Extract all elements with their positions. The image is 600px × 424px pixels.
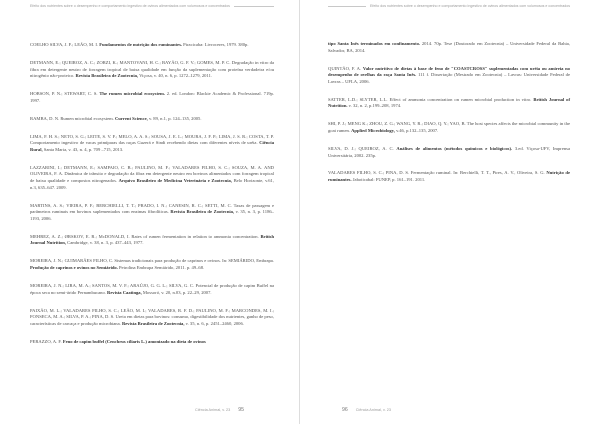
reference-details: Santa Maria, v. 43, n. 4, p. 709 –715, 2013. bbox=[42, 146, 124, 152]
reference-title: Revista Brasileira de Zootecnia, bbox=[121, 320, 185, 326]
reference-entry bbox=[30, 134, 274, 154]
reference-authors: LAZZARINI, I.; DETMANN, E.; SAMPAIO, C. B.; PAULINO, M. F.; VALADARES FILHO, S. C.; SOUZA, M. A. AND OLIVEIRA, F. A. Dinâmica de trânsito e degradação da fibra em detergente neutro em bovinos alimentados com forragem tropical de baixa qualidade e compostos nitrogenados. bbox=[30, 164, 274, 184]
running-header bbox=[328, 4, 570, 8]
reference-authors: HOBSON, P. N.; STEWART, C. S. bbox=[30, 91, 100, 97]
reference-authors: VALADARES FILHO, S. C.; PINA, D. S. Fermentação ruminal. In: Berchielli, T. T., Pires, A. V., Oliveira, S. G. bbox=[328, 170, 547, 176]
reference-title: Análises de alimentos (métodos químicos e biológicos). bbox=[396, 145, 513, 151]
header-rule bbox=[328, 6, 366, 7]
page-number: 95 bbox=[238, 407, 244, 413]
reference-title: tipo Santa Inês terminados em confinamento. bbox=[328, 41, 421, 46]
reference-details: Jaboticabal: FUNEP, p. 161–191. 2011. bbox=[351, 177, 426, 183]
reference-details: v.46, p.132–135, 2007. bbox=[394, 127, 439, 133]
reference-title: British Journal of Nutrition. bbox=[328, 96, 570, 109]
reference-details: v. 89, n.1, p. 124–135, 2005. bbox=[147, 115, 202, 121]
reference-list bbox=[30, 42, 274, 357]
reference-title: Fundamentos de nutrição dos ruminantes. bbox=[99, 42, 183, 47]
reference-details: Cambridge, v. 38, n. 3, p. 437–443, 1977. bbox=[66, 240, 144, 246]
running-header-text: Efeito dos nutrientes sobre o desempenho e comportamento ingestivo de ovinos alimentados com volumosos e concentrados bbox=[370, 4, 570, 8]
reference-title: Ciência Rural, bbox=[30, 140, 274, 152]
reference-authors: SILVA, D. J.; QUEIROZ, A. C. bbox=[328, 145, 397, 151]
reference-entry bbox=[328, 146, 570, 159]
reference-list bbox=[328, 41, 570, 195]
reference-title: Feno de capim buffel (Cenchrus ciliaris L.) amonizado na dieta de ovinos bbox=[62, 338, 206, 344]
reference-authors: MEHREZ, A. Z.; ØRSKOV, E. R.; McDONALD, I. Rates of rumen fermentation in relation to ammonia concentration. bbox=[30, 233, 261, 239]
reference-entry bbox=[30, 203, 274, 223]
reference-details: v. 35, n. 3, p. 1186–1193, 2006. bbox=[30, 209, 274, 221]
reference-title: Valor nutritivo de dietas à base de feno de "COASTCROSS" suplementadas com uréia ou amireia no desempenho de ovelhas da raça Santa Inês. bbox=[328, 65, 570, 78]
reference-details: v. 32, n. 2, p.199–208, 1974. bbox=[347, 103, 402, 109]
footer-journal: Ciência Animal, v. 23 bbox=[195, 408, 231, 412]
reference-entry bbox=[30, 42, 274, 49]
reference-title: Applied Microbiology, bbox=[351, 127, 395, 133]
reference-title: The rumen microbial ecosystem. bbox=[99, 91, 165, 97]
reference-title: Arquivo Brasileiro de Medicina Veterinária e Zootecnia, bbox=[118, 178, 232, 184]
reference-details: Viçosa, v. 40, n. 6, p. 1272–1279, 2011. bbox=[138, 73, 213, 79]
reference-title: Produção de caprinos e ovinos no Semiárido. bbox=[30, 265, 118, 270]
reference-entry bbox=[328, 66, 570, 86]
reference-entry bbox=[30, 116, 274, 123]
page-footer bbox=[195, 407, 244, 413]
reference-authors: COELHO SILVA, J. F.; LEÃO, M. I. bbox=[30, 42, 100, 47]
reference-entry bbox=[328, 121, 570, 134]
reference-details: 2014. 70p. Tese (Doutorado em Zootecnia) – Universidade Federal da Bahia, Salvador, BA, 2014. bbox=[328, 41, 570, 53]
header-rule bbox=[234, 6, 274, 7]
reference-authors: MARTINS, A. S.; VIEIRA, P. F.; BERCHIELLI, T. T.; PRADO, I. N.; CANESIN, R. C.; SETTI, M. C. Taxas de passagem e parâmetros ruminais em bovinos suplementados com enzimas fibrolíticas. bbox=[30, 202, 274, 215]
reference-entry bbox=[30, 308, 274, 328]
reference-entry bbox=[30, 283, 274, 296]
reference-entry bbox=[30, 339, 274, 346]
reference-authors: PAIXÃO, M. L.; VALADARES FILHO, S. C.; LEÃO, M. I.; VALADARES, R. F. D.; PAULINO, M. F.; MARCONDES, M. I.; FONSECA, M. A.; SILVA, P. A.; PINA, D. S. Ureia em dietas para bovinos: consumo, digestibilidade dos nutrientes, ganho de peso, características de carcaça e produção microbiana. bbox=[30, 307, 274, 326]
right-page bbox=[300, 0, 600, 424]
reference-authors: SATTER, L.D.; SLYTER, L.L. Effect of ammonia concentration on rumen microbial production in vitro. bbox=[328, 96, 534, 102]
reference-authors: MOREIRA, J. N.; LIRA, M. A.; SANTOS, M. V. F.; ARAÚJO, G. G. L.; SILVA, G. C. Potencial de produção de capim Buffel na época seca no semi-árido Pernambucano. bbox=[30, 282, 274, 295]
reference-title: Revista Brasileira de Zootecnia, bbox=[75, 73, 139, 79]
reference-details: Belo Horizonte, v.61, n.3, 635–647. 2009. bbox=[30, 178, 274, 190]
reference-title: Current Science, bbox=[114, 115, 148, 121]
reference-authors: SHI, P. J.; MENG K.; ZHOU, Z. G.; WANG, Y. R.; DIAO, Q. Y.; YAO, B. The host species affects the microbial community in the goat rumen. bbox=[328, 121, 570, 133]
reference-details: v. 35, n. 6, p. 2451–2460, 2006. bbox=[184, 320, 244, 326]
running-header-text: Efeito dos nutrientes sobre o desempenho e comportamento ingestivo de ovinos alimentados com volumosos e concentrados bbox=[30, 4, 230, 8]
reference-entry bbox=[328, 97, 570, 110]
reference-entry bbox=[328, 41, 570, 54]
reference-entry bbox=[30, 234, 274, 247]
page-footer bbox=[342, 407, 391, 413]
reference-title: Nutrição de ruminantes. bbox=[328, 170, 571, 183]
reference-authors: QUINTÃO, F. A. bbox=[328, 65, 363, 71]
reference-details: 3.ed. Viçosa-UFV, Imprensa Universitária, 2002. 235p. bbox=[328, 145, 570, 158]
reference-details: 111 f. Dissertação (Mestrado em Zootecnia) – Lavras: Universidade Federal de Lavras – UFLA, 2006. bbox=[328, 72, 570, 84]
reference-authors: LIMA, F. H. S.; NETO, S. G.; LEITE, S. V. F.; MELO, A. A. S.; SOUSA, J. E. L.; MOURA, J. F. P.; LIMA, J. S. R.; COSTA, T. P. Comportamento ingestivo de vacas primíparas das raças Guzerá e Sindi recebendo dietas com diferentes níveis de uréia. bbox=[30, 133, 274, 146]
running-header bbox=[30, 4, 274, 8]
footer-journal: Ciência Animal, v. 23 bbox=[355, 408, 391, 412]
reference-authors: RAMBA, D. N. Rumen microbial ecosystem. bbox=[30, 115, 115, 121]
reference-entry bbox=[328, 170, 570, 183]
reference-authors: MOREIRA, J. N.; GUIMARÃES FILHO, C. Sistemas tradicionais para produção de caprinos e ovinos. In: SEMIÁRIDO, Embrapa. bbox=[30, 258, 274, 264]
reference-details: Piracicaba: Livroceres, 1979. 380p. bbox=[182, 42, 249, 47]
reference-entry bbox=[30, 258, 274, 271]
reference-entry bbox=[30, 165, 274, 191]
reference-details: Petrolina Embrapa Semiárido, 2011. p. 49–68. bbox=[117, 265, 205, 270]
reference-title: Revista Caatinga, bbox=[107, 289, 142, 295]
page-number: 96 bbox=[342, 407, 348, 413]
reference-title: British Journal Nutrition, bbox=[30, 233, 274, 246]
reference-title: Revista Brasileira de Zootecnia, bbox=[170, 209, 235, 215]
reference-authors: DETMANN, E.; QUEIROZ, A. C.; ZORZI, K.; MANTOVANI, H. C.; BAYÃO, G. F. V.; GOMES, M. P. C. Degradação in vitro da fibra em detergente neutro de forragem tropical de baixa qualidade em função da suplementação com proteína verdadeira e/ou nitrogênio não-proteico. bbox=[30, 59, 274, 79]
reference-details: Mossoró, v. 20, n.03, p. 22–29, 2007. bbox=[141, 289, 212, 295]
reference-details: 2. ed. London: Blackie Academic & Professional. 719p. 1997. bbox=[30, 91, 274, 103]
reference-entry bbox=[30, 91, 274, 104]
reference-entry bbox=[30, 60, 274, 80]
reference-authors: PERAZZO, A. F. bbox=[30, 338, 63, 344]
